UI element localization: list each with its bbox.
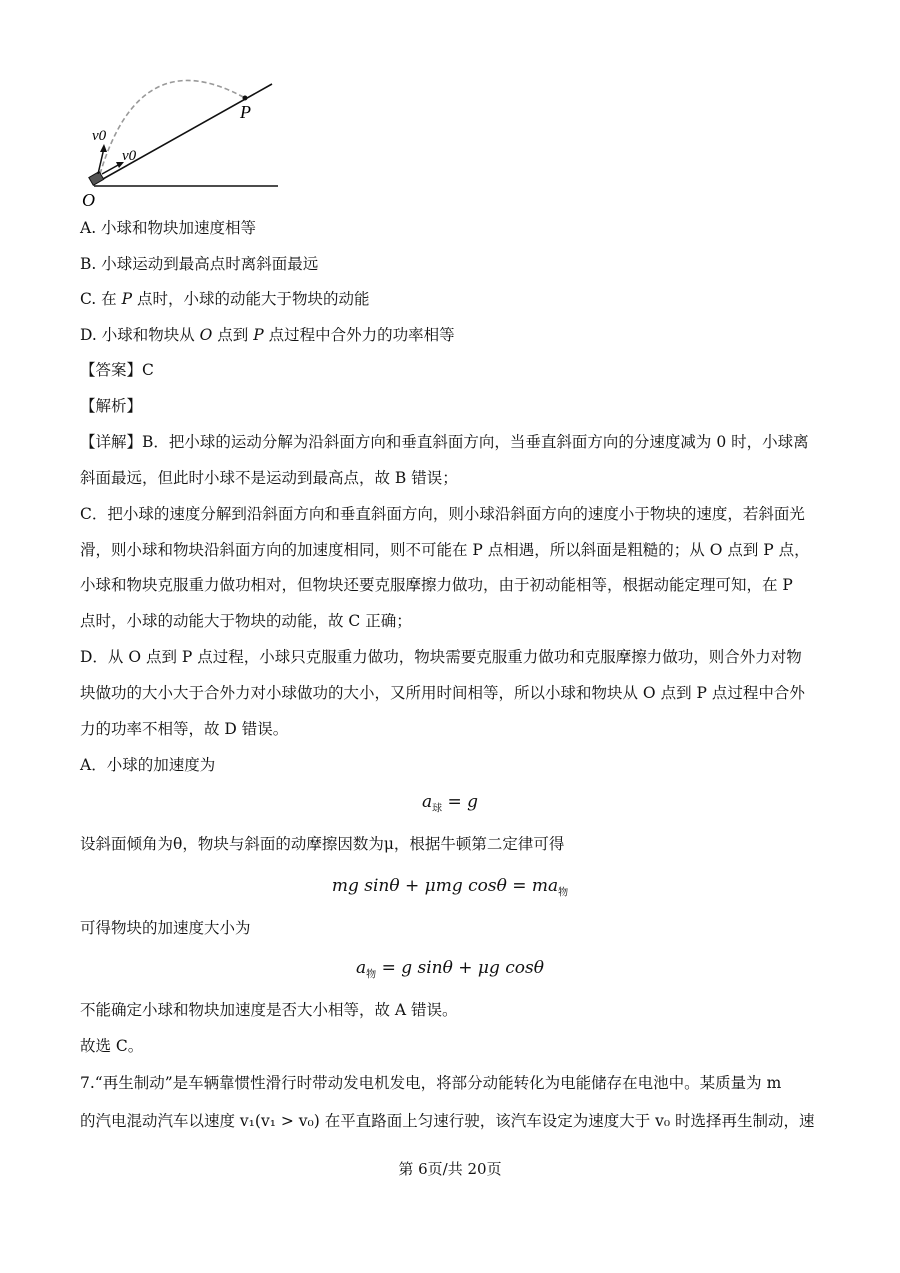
eq1-lhs: a: [421, 792, 433, 812]
detail-d-line3: 力的功率不相等，故 D 错误。: [80, 720, 289, 738]
page-footer: 第 6页/共 20页: [398, 1160, 502, 1178]
eq2-main: mg sinθ + μmg cosθ = ma: [331, 876, 559, 896]
detail-conclusion: 不能确定小球和物块加速度是否大小相等，故 A 错误。: [80, 1001, 458, 1019]
v0-slope-arrow: [102, 164, 120, 174]
detail-c-line3: 小球和物块克服重力做功相对，但物块还要克服摩擦力做功，由于初动能相等，根据动能定理可知，在 P: [80, 576, 793, 594]
label-p: P: [240, 102, 251, 122]
detail-d-line1: D．从 O 点到 P 点过程，小球只克服重力做功，物块需要克服重力做功和克服摩擦力做功，则合外力对物: [80, 648, 802, 666]
detail-derive: 可得物块的加速度大小为: [80, 919, 251, 937]
q7-line2: 的汽电混动汽车以速度 v₁(v₁ > v₀) 在平直路面上匀速行驶，该汽车设定为速度大于 v₀ 时选择再生制动，速: [80, 1112, 815, 1130]
detail-b-line1: 【详解】B．把小球的运动分解为沿斜面方向和垂直斜面方向，当垂直斜面方向的分速度减为 0 时，小球离: [80, 433, 809, 451]
point-p: [243, 96, 248, 101]
eq1-rhs: = g: [442, 792, 479, 812]
option-b: B. 小球运动到最高点时离斜面最远: [80, 255, 319, 273]
option-d: [80, 323, 455, 347]
option-d-mid: 点到: [212, 326, 254, 344]
eq2-sub: 物: [558, 887, 569, 899]
eq3-sub: 物: [366, 969, 377, 981]
label-o: O: [82, 190, 95, 210]
detail-choose: 故选 C。: [80, 1037, 144, 1055]
detail-d-line2: 块做功的大小大于合外力对小球做功的大小，又所用时间相等，所以小球和物块从 O 点到 P 点过程中合外: [80, 684, 805, 702]
eq1-sub: 球: [432, 803, 443, 815]
option-d-var2: P: [253, 326, 264, 344]
projectile-incline-figure: [80, 70, 290, 210]
eq3-lhs: a: [356, 958, 367, 978]
option-c-post: 点时，小球的动能大于物块的动能: [132, 290, 370, 308]
detail-setup: 设斜面倾角为θ，物块与斜面的动摩擦因数为μ，根据牛顿第二定律可得: [80, 835, 565, 853]
option-c-pre: C. 在: [80, 290, 122, 308]
detail-c-line4: 点时，小球的动能大于物块的动能，故 C 正确；: [80, 612, 412, 630]
analysis-heading: 【解析】: [80, 397, 143, 415]
label-v0-slope: v0: [122, 148, 137, 164]
detail-c-line2: 滑，则小球和物块沿斜面方向的加速度相同，则不可能在 P 点相遇，所以斜面是粗糙的；从 O 点到 P 点，: [80, 541, 810, 559]
label-v0-up: v0: [92, 128, 107, 144]
v0-up-arrowhead: [100, 144, 107, 152]
option-c: [80, 287, 369, 311]
answer: 【答案】C: [80, 361, 154, 379]
equation-block-acceleration: [0, 956, 900, 987]
option-d-post: 点过程中合外力的功率相等: [263, 326, 455, 344]
equation-newton-second-law: [0, 874, 900, 905]
detail-c-line1: C．把小球的速度分解到沿斜面方向和垂直斜面方向，则小球沿斜面方向的速度小于物块的速度，若斜面光: [80, 505, 805, 523]
equation-ball-acceleration: [0, 790, 900, 821]
option-d-pre: D. 小球和物块从: [80, 326, 200, 344]
detail-b-line2: 斜面最远，但此时小球不是运动到最高点，故 B 错误；: [80, 469, 458, 487]
eq3-rhs: = g sinθ + μg cosθ: [376, 958, 544, 978]
block: [89, 172, 104, 186]
option-c-var: P: [121, 290, 133, 308]
option-d-var1: O: [199, 326, 213, 344]
q7-line1: 7.“再生制动”是车辆靠惯性滑行时带动发电机发电，将部分动能转化为电能储存在电池中。某质量为 m: [80, 1074, 782, 1092]
option-a: A. 小球和物块加速度相等: [80, 219, 257, 237]
detail-a-line1: A．小球的加速度为: [80, 756, 216, 774]
